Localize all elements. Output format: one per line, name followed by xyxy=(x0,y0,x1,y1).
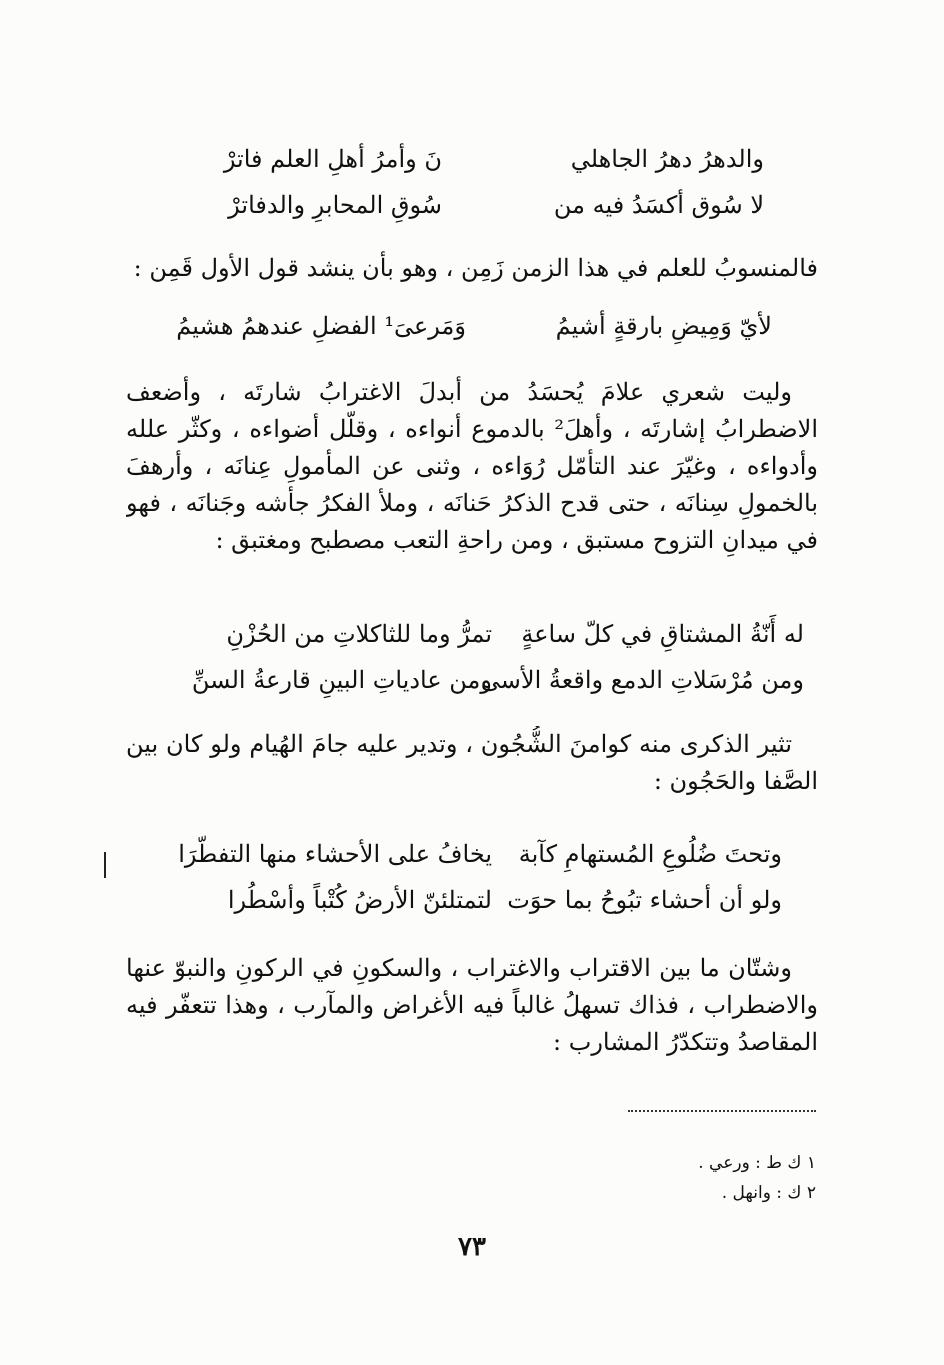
verse1-line2-second-hemistich: سُوقِ المحابرِ والدفاترْ xyxy=(228,191,442,219)
footnote-2: ٢ ك : وانهل . xyxy=(721,1183,816,1203)
verse4-line2-second-hemistich: لتمتلئنّ الأرضُ كُتْباً وأسْطُرا xyxy=(227,886,492,914)
paragraph-3 xyxy=(126,726,818,800)
verse1-line2-first-hemistich: لا سُوق أكسَدُ فيه من xyxy=(553,191,764,219)
verse2-line1-second-hemistich: وَمَرعىَ¹ الفضلِ عندهمُ هشيمُ xyxy=(176,312,466,340)
verse-block-3 xyxy=(0,618,944,698)
footnote-separator xyxy=(628,1110,816,1112)
paragraph-2 xyxy=(126,374,818,559)
paragraph-1 xyxy=(126,250,818,287)
paragraph-4-line: والاضطراب ، فذاك تسهلُ غالباً فيه الأغراض والمآرب ، وهذا تتعفّر فيه xyxy=(126,991,818,1019)
verse3-line2-first-hemistich: ومن مُرْسَلاتِ الدمع واقعةُ الأسى xyxy=(480,666,804,694)
verse4-line1-second-hemistich: يخافُ على الأحشاء منها التفطّرَا xyxy=(178,840,492,868)
page-number: ٧٣ xyxy=(458,1232,486,1262)
verse-block-2 xyxy=(0,310,944,344)
paragraph-4 xyxy=(126,950,818,1061)
verse4-line1-first-hemistich: وتحتَ ضُلُوعِ المُستهامِ كآبة xyxy=(518,840,782,868)
paragraph-2-line: وأدواءه ، وغيّرَ عند التأمّل رُوَاءه ، وثنى عن المأمولِ عِنانَه ، وأرهفَ xyxy=(126,452,818,480)
paragraph-2-line: وليت شعري علامَ يُحسَدُ من أبدلَ الاغترابُ شارتَه ، وأضعف xyxy=(126,378,792,406)
paragraph-4-line: وشتّان ما بين الاقتراب والاغتراب ، والسكونِ في الركونِ والنبوّ عنها xyxy=(126,954,792,982)
paragraph-2-line: بالخمولِ سِنانَه ، حتى قدح الذكرُ حَنانَه ، وملأ الفكرُ جأشه وجَنانَه ، فهو xyxy=(126,489,818,517)
footnote-1: ١ ك ط : ورعي . xyxy=(698,1153,816,1173)
paragraph-2-line: الاضطرابُ إشارتَه ، وأهلَ² بالدموع أنواءه ، وقلّل أضواءه ، وكثّر علله xyxy=(126,415,818,443)
verse-block-4 xyxy=(0,838,944,918)
verse3-line2-second-hemistich: ومن عادياتِ البينِ قارعةُ السنِّ xyxy=(191,666,492,694)
verse1-line1-second-hemistich: نَ وأمرُ أهلِ العلم فاترْ xyxy=(223,145,442,173)
paragraph-1-line: فالمنسوبُ للعلم في هذا الزمن زَمِن ، وهو بأن ينشد قول الأول قَمِن : xyxy=(133,254,818,282)
verse-block-1 xyxy=(0,143,944,219)
verse2-line1-first-hemistich: لأيّ وَمِيضِ بارقةٍ أشيمُ xyxy=(555,312,772,340)
verse4-line2-first-hemistich: ولو أن أحشاء تبُوحُ بما حوَت xyxy=(507,886,782,914)
verse3-line1-second-hemistich: تمرُّ وما للثاكلاتِ من الحُزْنِ xyxy=(226,620,492,648)
verse3-line1-first-hemistich: له أَنّةُ المشتاقِ في كلّ ساعةٍ xyxy=(521,620,804,648)
paragraph-3-line: تثير الذكرى منه كوامنَ الشُّجُون ، وتدير عليه جامَ الهُيام ولو كان بين xyxy=(126,730,792,758)
paragraph-4-line: المقاصدُ وتتكدّرُ المشارب : xyxy=(553,1028,818,1056)
paragraph-2-line: في ميدانِ التزوح مستبق ، ومن راحةِ التعب مصطبح ومغتبق : xyxy=(215,526,818,554)
verse1-line1-first-hemistich: والدهرُ دهرُ الجاهلي xyxy=(570,145,764,173)
paragraph-3-line: الصَّفا والحَجُون : xyxy=(653,767,818,795)
margin-mark xyxy=(104,852,106,878)
